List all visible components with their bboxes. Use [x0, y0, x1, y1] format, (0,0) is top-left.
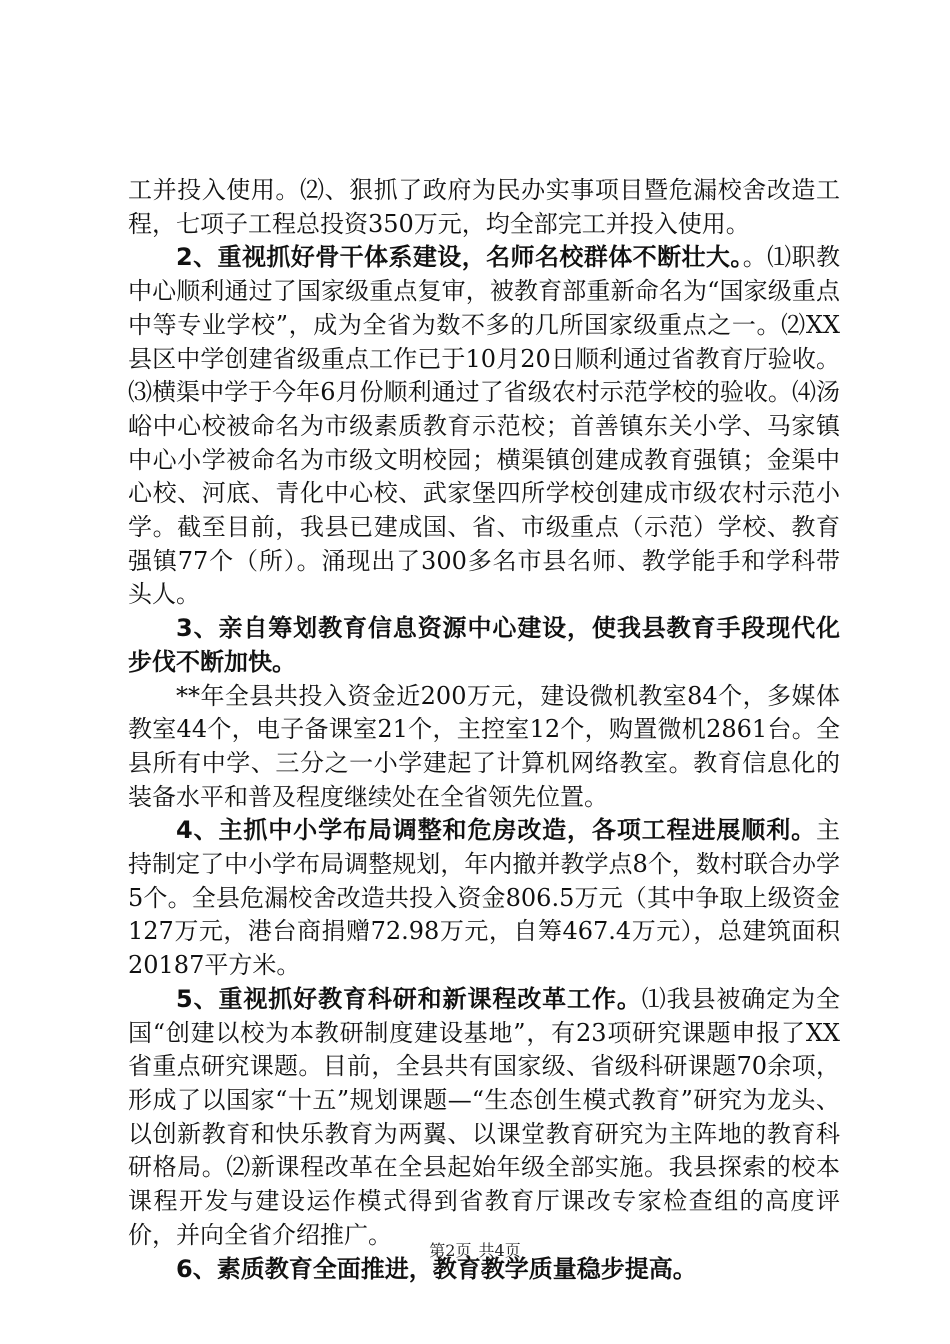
- paragraph-2-text: 。⑴职教中心顺利通过了国家级重点复审，被教育部重新命名为“国家级重点中等专业学校”，成为全省为数不多的几所国家级重点之一。⑵XX县区中学创建省级重点工作已于10月20日顺利通过省教育厅验收。⑶横渠中学于今年6月份顺利通过了省级农村示范学校的验收。⑷汤峪中心校被命名为市级素质教育示范校；首善镇东关小学、马家镇中心小学被命名为市级文明校园；横渠镇创建成教育强镇；金渠中心校、河底、青化中心校、武家堡四所学校创建成市级农村示范小学。截至目前，我县已建成国、省、市级重点（示范）学校、教育强镇77个（所）。涌现出了300多名市县名师、教学能手和学科带头人。: [128, 243, 841, 609]
- paragraph-5-text: 主持制定了中小学布局调整规划，年内撤并教学点8个，数村联合办学5个。全县危漏校舍改造共投入资金806.5万元（其中争取上级资金127万元，港台商捐赠72.98万元，自筹467.4万元），总建筑面积20187平方米。: [128, 816, 840, 980]
- paragraph-3: [128, 612, 840, 679]
- document-body: [128, 174, 840, 1286]
- section-2-heading: 2、重视抓好骨干体系建设，名师名校群体不断壮大。: [176, 243, 743, 272]
- section-5-heading: 5、重视抓好教育科研和新课程改革工作。: [176, 984, 642, 1013]
- section-6-heading: 6、素质教育全面推进，教育教学质量稳步提高。: [176, 1254, 697, 1283]
- section-4-heading: 4、主抓中小学布局调整和危房改造，各项工程进展顺利。: [176, 816, 816, 845]
- paragraph-4: [128, 680, 840, 815]
- paragraph-6: [128, 983, 840, 1253]
- section-3-heading: 3、亲自筹划教育信息资源中心建设，使我县教育手段现代化步伐不断加快。: [128, 614, 840, 676]
- paragraph-2: [128, 241, 840, 612]
- paragraph-1-continuation: [128, 174, 840, 241]
- paragraph-5: [128, 814, 840, 983]
- page-footer: [0, 1238, 950, 1261]
- page-number: 第2页: [429, 1241, 472, 1260]
- paragraph-6-text: ⑴我县被确定为全国“创建以校为本教研制度建设基地”，有23项研究课题申报了XX省重点研究课题。目前，全县共有国家级、省级科研课题70余项，形成了以国家“十五”规划课题—“生态创生模式教育”研究为龙头、以创新教育和快乐教育为两翼、以课堂教育研究为主阵地的教育科研格局。⑵新课程改革在全县起始年级全部实施。我县探索的校本课程开发与建设运作模式得到省教育厅课改专家检查组的高度评价，并向全省介绍推广。: [128, 984, 841, 1249]
- page-total: 共4页: [478, 1241, 521, 1260]
- paragraph-4-text: **年全县共投入资金近200万元，建设微机教室84个，多媒体教室44个，电子备课室21个，主控室12个，购置微机2861台。全县所有中学、三分之一小学建起了计算机网络教室。教育信息化的装备水平和普及程度继续处在全省领先位置。: [128, 681, 840, 811]
- paragraph-1-text: 工并投入使用。⑵、狠抓了政府为民办实事项目暨危漏校舍改造工程，七项子工程总投资350万元，均全部完工并投入使用。: [128, 176, 840, 238]
